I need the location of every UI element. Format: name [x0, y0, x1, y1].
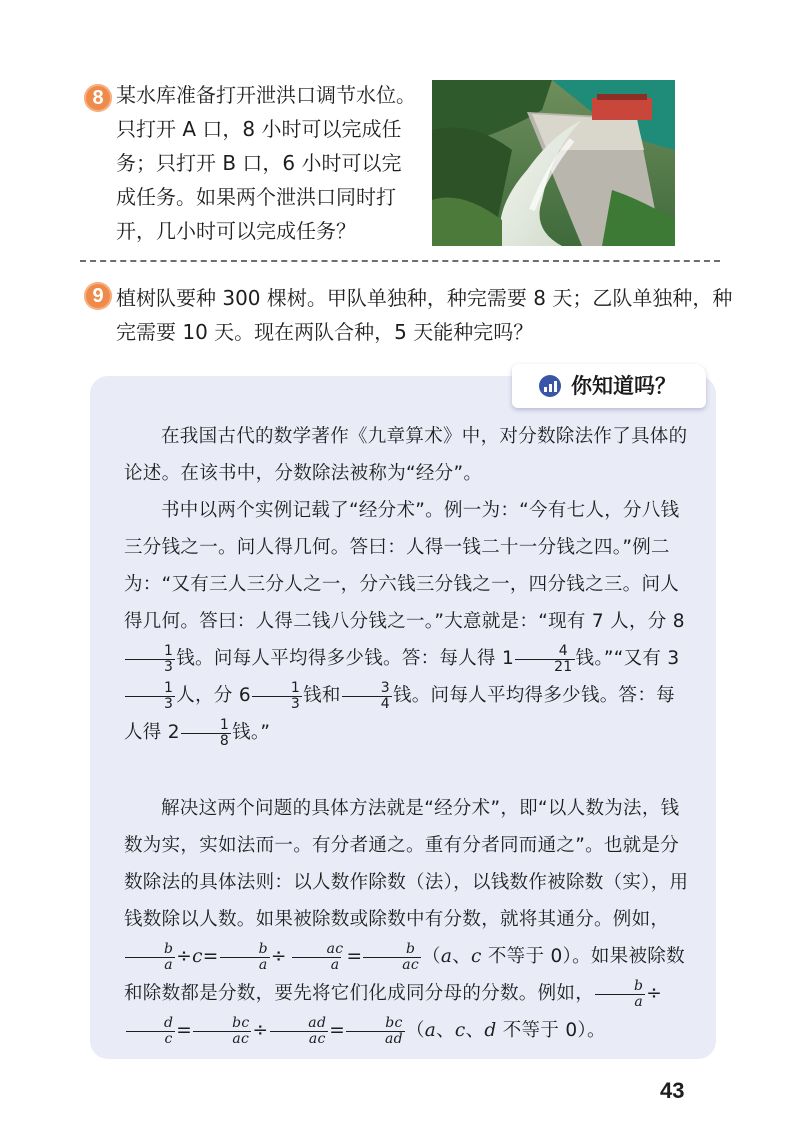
fraction: $\frac{4}{21}$ — [515, 644, 574, 675]
fraction: $\frac{ad}{ac}$ — [269, 1016, 328, 1047]
problem-9-badge: 9 — [84, 282, 112, 310]
dam-spillway-photo — [432, 80, 675, 246]
paragraph-3: 解决这两个问题的具体方法就是“经分术”，即“以人数为法，钱数为实，实如法而一。有分者通之。重有分者同而通之”。也就是分数除法的具体法则：以人数作除数（法），以钱数作被除数（实），用钱数除以人数。如果被除数或除数中有分数，就将其通分。例如， $\frac{b}{a}$ ÷c= $\frac{b}{a}$ ÷ $\frac{ac}{a}$ = $\frac{b}{ac}$ （a、c 不等于 0）。如果被除数和除数都是分数，要先将它们化成同分母的分数。例如， $\frac{b}{a}$ ÷ $\frac{d}{c}$ = $\frac{bc}{ac}$ ÷ $\frac{ad}{ac}$ = $\frac{bc}{ad}$ （a、c、d 不等于 0）。 — [124, 798, 689, 1047]
did-you-know-title: 你知道吗？ — [571, 374, 676, 398]
paragraph-2: 书中以两个实例记载了“经分术”。例一为：“今有七人，分八钱三分钱之一。问人得几何。答曰：人得一钱二十一分钱之四。”例二为：“又有三人三分人之一，分六钱三分钱之一，四分钱之三。问人得几何。答曰：人得二钱八分钱之一。”大意就是：“现有 7 人，分 8 $\frac{1}{3}$ 钱。问每人平均得多少钱。答：每人得 1 $\frac{4}{21}$ 钱。”“又有 3 $\frac{1}{3}$ 人，分 6 $\frac{1}{3}$ 钱和 $\frac{3}{4}$ 钱。问每人平均得多少钱。答：每人得 2 $\frac{1}{8}$ 钱。” — [124, 500, 685, 749]
fraction: $\frac{d}{c}$ — [125, 1016, 175, 1047]
section-divider — [80, 260, 720, 262]
fraction: $\frac{1}{3}$ — [252, 681, 302, 712]
fraction: $\frac{b}{a}$ — [220, 942, 270, 973]
page-number: 43 — [660, 1078, 685, 1103]
problem-8-badge: 8 — [84, 84, 112, 112]
problem-8-text: 某水库准备打开泄洪口调节水位。只打开 A 口，8 小时可以完成任务；只打开 B 口，6 小时可以完成任务。如果两个泄洪口同时打开，几小时可以完成任务？ — [116, 83, 416, 243]
bar-chart-icon — [539, 375, 561, 397]
fraction: $\frac{bc}{ac}$ — [193, 1016, 251, 1047]
problem-9-text: 植树队要种 300 棵树。甲队单独种，种完需要 8 天；乙队单独种，种完需要 10 天。现在两队合种，5 天能种完吗？ — [116, 286, 733, 344]
fraction: $\frac{1}{8}$ — [181, 718, 231, 749]
fraction: $\frac{b}{ac}$ — [363, 942, 421, 973]
fraction: $\frac{3}{4}$ — [342, 681, 392, 712]
fraction: $\frac{1}{3}$ — [125, 644, 175, 675]
paragraph-1: 在我国古代的数学著作《九章算术》中，对分数除法作了具体的论述。在该书中，分数除法被称为“经分”。 — [124, 426, 688, 484]
fraction: $\frac{b}{a}$ — [125, 942, 175, 973]
fraction: $\frac{1}{3}$ — [125, 681, 175, 712]
fraction: $\frac{ac}{a}$ — [288, 942, 346, 973]
fraction: $\frac{bc}{ad}$ — [346, 1016, 405, 1047]
fraction: $\frac{b}{a}$ — [595, 979, 645, 1010]
